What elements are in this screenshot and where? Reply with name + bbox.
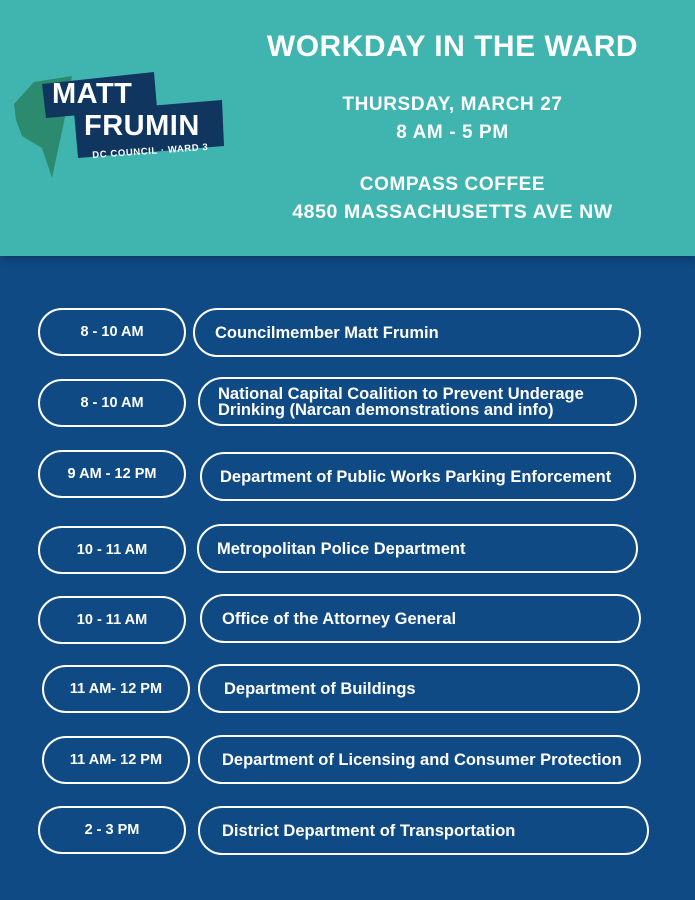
schedule-item: Councilmember Matt Frumin <box>193 308 641 357</box>
schedule-item: Department of Licensing and Consumer Protection <box>198 735 641 784</box>
time-slot: 2 - 3 PM <box>38 806 186 854</box>
time-slot: 8 - 10 AM <box>38 308 186 356</box>
event-hours: 8 AM - 5 PM <box>396 122 509 143</box>
schedule-item: District Department of Transportation <box>198 806 649 855</box>
page-title: WORKDAY IN THE WARD <box>266 30 639 63</box>
time-slot: 9 AM - 12 PM <box>38 450 186 498</box>
time-slot: 8 - 10 AM <box>38 379 186 427</box>
schedule-item: Metropolitan Police Department <box>197 524 638 573</box>
time-slot: 10 - 11 AM <box>38 596 186 644</box>
logo-last-name: FRUMIN <box>84 110 200 142</box>
matt-frumin-logo <box>12 62 227 182</box>
time-slot: 11 AM- 12 PM <box>42 665 190 713</box>
event-address: 4850 MASSACHUSETTS AVE NW <box>292 201 613 223</box>
logo-subtitle: DC COUNCIL · WARD 3 <box>92 141 209 161</box>
schedule-item: National Capital Coalition to Prevent Underage Drinking (Narcan demonstrations and info) <box>198 377 637 426</box>
time-slot: 10 - 11 AM <box>38 526 186 574</box>
time-slot: 11 AM- 12 PM <box>42 736 190 784</box>
schedule-item: Office of the Attorney General <box>200 594 641 643</box>
event-date: THURSDAY, MARCH 27 <box>342 94 563 115</box>
event-venue: COMPASS COFFEE <box>359 174 546 195</box>
schedule-item: Department of Buildings <box>198 664 640 713</box>
schedule-item: Department of Public Works Parking Enforcement <box>200 452 636 501</box>
logo-first-name: MATT <box>52 78 133 110</box>
event-header <box>0 0 695 256</box>
